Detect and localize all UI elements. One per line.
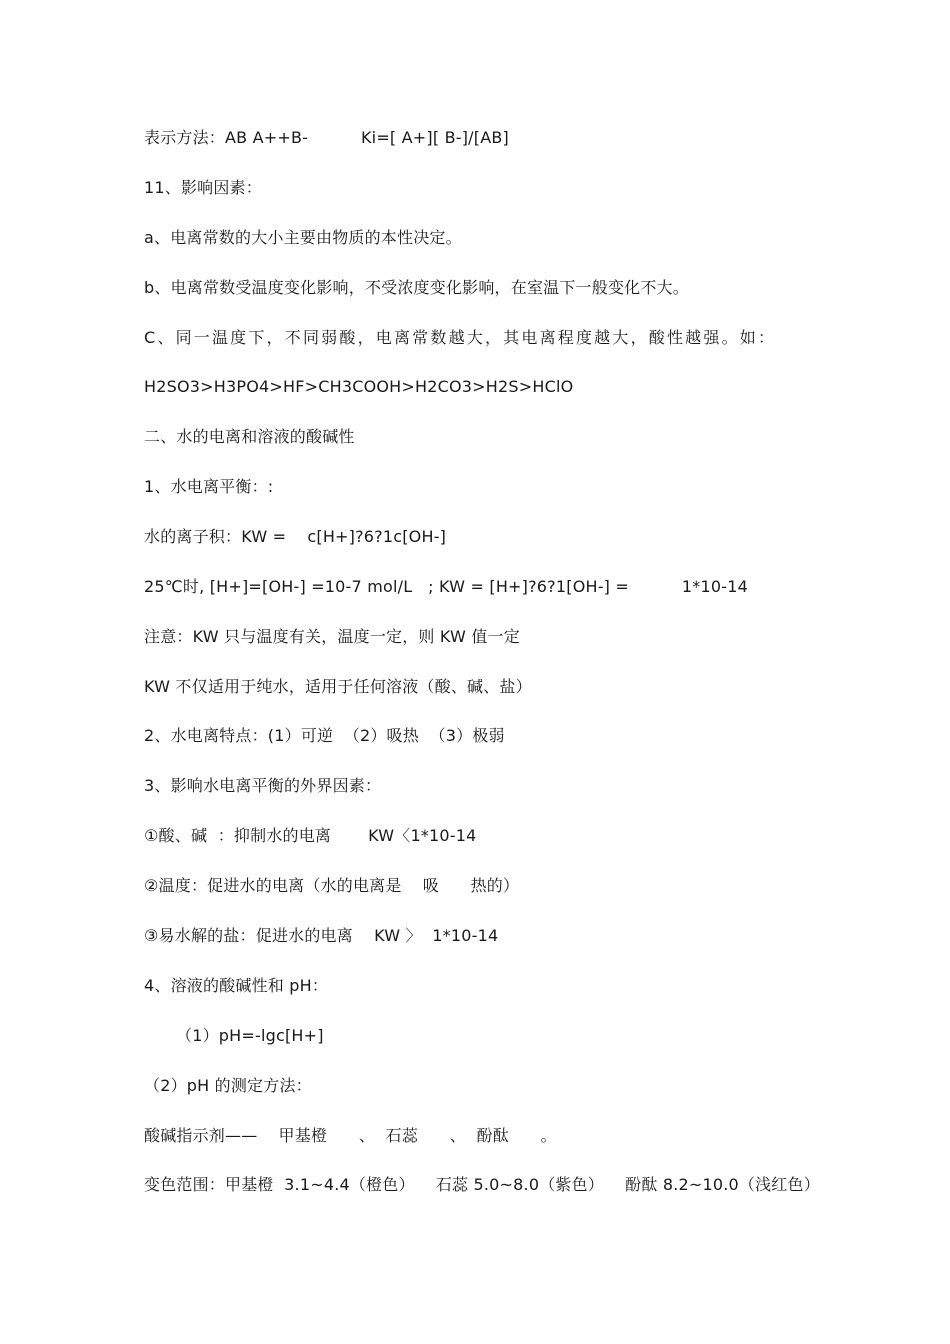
- text-line-color-ranges: 变色范围：甲基橙 3.1~4.4（橙色） 石蕊 5.0~8.0（紫色） 酚酞 8.2~10.0（浅红色）: [144, 1175, 820, 1194]
- text-line-item-c: C、同一温度下，不同弱酸，电离常数越大，其电离程度越大，酸性越强。如：: [144, 328, 777, 347]
- text-line-ph-formula: （1）pH=-lgc[H+]: [176, 1026, 324, 1045]
- text-line-item-a: a、电离常数的大小主要由物质的本性决定。: [144, 228, 462, 247]
- text-line-25c: 25℃时, [H+]=[OH-] =10-7 mol/L ; KW = [H+]?6?1[OH-] = 1*10-14: [144, 577, 748, 596]
- text-line-influence-factors: 11、影响因素：: [144, 178, 262, 197]
- text-line-salt-effect: ③易水解的盐：促进水的电离 KW 〉 1*10-14: [144, 926, 499, 945]
- text-line-acid-order: H2SO3>H3PO4>HF>CH3COOH>H2CO3>H2S>HClO: [144, 377, 574, 396]
- text-line-water-equilibrium: 1、水电离平衡：:: [144, 477, 274, 496]
- text-line-external-factors: 3、影响水电离平衡的外界因素：: [144, 776, 382, 795]
- section-heading-water-ionization: 二、水的电离和溶液的酸碱性: [144, 427, 355, 446]
- text-line-ph-method: （2）pH 的测定方法：: [144, 1076, 312, 1095]
- text-line-acid-base-effect: ①酸、碱 ：抑制水的电离 KW〈1*10-14: [144, 826, 477, 845]
- text-line-note: 注意：KW 只与温度有关，温度一定，则 KW 值一定: [144, 627, 520, 646]
- text-line-item-b: b、电离常数受温度变化影响，不受浓度变化影响，在室温下一般变化不大。: [144, 278, 689, 297]
- text-line-indicators: 酸碱指示剂—— 甲基橙 、 石蕊 、 酚酞 。: [144, 1126, 557, 1145]
- text-line-water-features: 2、水电离特点：(1）可逆 （2）吸热 （3）极弱: [144, 726, 505, 745]
- text-line-kw-applicability: KW 不仅适用于纯水，适用于任何溶液（酸、碱、盐）: [144, 677, 532, 696]
- text-line-ph-heading: 4、溶液的酸碱性和 pH：: [144, 976, 329, 995]
- text-line-temperature-effect: ②温度：促进水的电离（水的电离是 吸 热的）: [144, 876, 520, 895]
- text-line-ion-product: 水的离子积：KW = c[H+]?6?1c[OH-]: [144, 527, 447, 546]
- text-line-expression-method: 表示方法：AB A++B- Ki=[ A+][ B-]/[AB]: [144, 128, 509, 147]
